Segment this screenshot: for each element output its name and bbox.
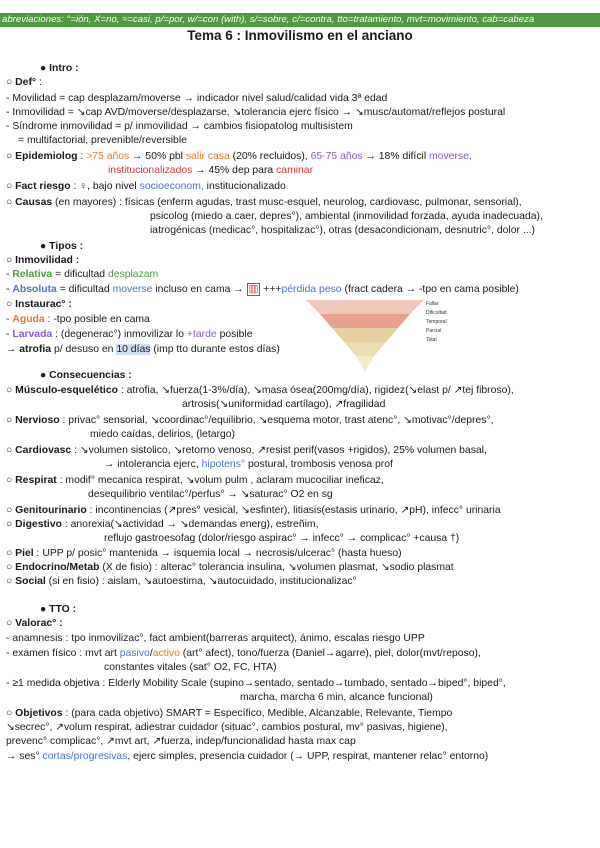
pyramid-labels: Fallar Dificultad Temporal Parcial Total: [426, 301, 447, 343]
respirat-line-1: ○ Respirat : modif° mecanica respirat, ↘volum pulm , aclaram mucociliar ineficaz,: [6, 475, 384, 486]
def-line-4: = multifactorial, prevenible/reversible: [18, 135, 187, 146]
page-title: Tema 6 : Inmovilismo en el anciano: [187, 28, 413, 43]
ems-line-1: - ≥1 medida objetiva : Elderly Mobility Scale (supino→sentado, sentado→tumbado, sentado→biped°, biped°,: [6, 678, 506, 689]
ems-line-2: marcha, marcha 6 min, alcance funcional): [240, 692, 433, 703]
objetivos-line-4: → ses° cortas/progresivas, ejerc simples, presencia cuidador (→ UPP, respirat, mantener relac° entorno): [6, 751, 489, 762]
pyramid-level-5: [356, 356, 374, 372]
pyramid-level-3: [332, 328, 398, 342]
consecuencias-heading: ● Consecuencias :: [40, 370, 132, 381]
objetivos-line-1: ○ Objetivos : (para cada objetivo) SMART = Específico, Medible, Alcanzable, Relevante, Tiempo: [6, 708, 453, 719]
def-line-2: - Inmovilidad = ↘cap AVD/moverse/desplazarse, ↘tolerancia ejerc físico → ↘musc/automat/reflejos postural: [6, 107, 506, 118]
causas-line-1: ○ Causas (en mayores) : físicas (enferm agudas, trast musc-esquel, neurolog, cardiovasc, pulmonar, sensorial),: [6, 197, 522, 208]
nervioso-line-2: miedo caídas, delirios, (letargo): [90, 429, 235, 440]
tipos-heading: ● Tipos :: [40, 241, 84, 252]
absoluta-line: - Absoluta = dificultad moverse incluso en cama → ▥ +++pérdida peso (fract cadera → -tpo en cama posible): [6, 284, 519, 295]
causas-line-3: iatrogénicas (medicac°, hospitalizac°), otras (desacondicionam, desnutric°, dolor ...): [150, 225, 535, 236]
abbreviations-bar: abreviaciones: °=ión, X=no, ≈=casi, p/=por, w/=con (with), s/=sobre, c/=contra, tto=tratamiento, mvt=movimiento, cab=cabeza: [0, 13, 600, 27]
fact-riesgo: ○ Fact riesgo : ♀, bajo nivel socioeconom, institucionalizado: [6, 181, 286, 192]
pyramid-level-2: [320, 314, 410, 328]
respirat-line-2: desequilibrio ventilac°/perfus° → ↘saturac° O2 en sg: [88, 489, 333, 500]
immobility-pyramid-diagram: [306, 300, 424, 372]
cardiovasc-line-1: ○ Cardiovasc : ↘volumen sistolico, ↘retorno venoso, ↗resist perif(vasos +rigidos), 25% volumen basal,: [6, 445, 487, 456]
epidemiolog-line-1: ○ Epidemiolog : >75 años → 50% pbl salir casa (20% recluidos), 65-75 años → 18% difícil moverse,: [6, 151, 472, 162]
musculo-line-2: artrosis(↘uniformidad cartílago), ↗fragilidad: [182, 399, 386, 410]
pyramid-level-1: [306, 300, 424, 314]
examen-line-1: - examen físico : mvt art pasivo/activo (art° afect), tono/fuerza (Daniel→agarre), piel, dolor(mvt/reposo),: [6, 648, 481, 659]
objetivos-line-2: ↘secrec°, ↗volum respirat, adiestrar cuidador (situac°, cambios postural, mv° pasivas, higiene),: [6, 722, 448, 733]
epidemiolog-line-2: institucionalizados → 45% dep para caminar: [108, 165, 314, 176]
endocrino-line: ○ Endocrino/Metab (X de fisio) : alterac° tolerancia insulina, ↘volumen plasmat, ↘sodio plasmat: [6, 562, 454, 573]
inmovilidad-item: ○ Inmovilidad :: [6, 255, 80, 266]
larvada-line: - Larvada : (degenerac°) inmovilizar lo +tarde posible: [6, 329, 253, 340]
def-line-1: - Movilidad = cap desplazam/moverse → indicador nivel salud/calidad vida 3ª edad: [6, 93, 388, 104]
social-line: ○ Social (si en fisio) : aislam, ↘autoestima, ↘autocuidado, institucionalizac°: [6, 576, 357, 587]
intro-heading: ● Intro :: [40, 63, 79, 74]
digestivo-line-2: reflujo gastroesofag (dolor/riesgo aspirac° → infecc° → complicac° +causa †): [104, 533, 460, 544]
examen-line-2: constantes vitales (sat° O2, FC, HTA): [104, 662, 277, 673]
valorac-item: ○ Valorac° :: [6, 618, 63, 629]
genitourinario-line: ○ Genitourinario : incontinencias (↗pres° vesical, ↘esfinter), litiasis(estasis urinario, ↗pH), infecc° urinaria: [6, 505, 501, 516]
def-item: ○ Def° :: [6, 77, 42, 88]
cardiovasc-line-2: → intolerancia ejerc, hipotens° postural, trombosis venosa prof: [104, 459, 393, 470]
piel-line: ○ Piel : UPP p/ posic° mantenida → isquemia local → necrosis/ulcerac° (hasta hueso): [6, 548, 402, 559]
aguda-line: - Aguda : -tpo posible en cama: [6, 314, 150, 325]
def-line-3: - Síndrome inmovilidad = p/ inmovilidad → cambios fisiopatolog multisistem: [6, 121, 353, 132]
musculo-line-1: ○ Músculo-esquelético : atrofia, ↘fuerza(1-3%/día), ↘masa ósea(200mg/día), rigidez(↘elast p/ ↗tej fibroso),: [6, 385, 514, 396]
tto-heading: ● TTO :: [40, 604, 77, 615]
objetivos-line-3: prevenc° complicac°, ↗mvt art, ↗fuerza, indep/funcionalidad hasta max cap: [6, 736, 356, 747]
digestivo-line-1: ○ Digestivo : anorexia(↘actividad → ↘demandas energ), estreñim,: [6, 519, 319, 530]
causas-line-2: psicolog (miedo a caer, depres°), ambiental (inmovilidad forzada, ayuda inadecuada),: [150, 211, 543, 222]
nervioso-line-1: ○ Nervioso : privac° sensorial, ↘coordinac°/equilibrio, ↘esquema motor, trast atenc°, ↘motivac°/depres°,: [6, 415, 494, 426]
atrofia-line: → atrofia p/ desuso en 10 días (imp tto durante estos días): [6, 344, 280, 355]
pyramid-level-4: [344, 342, 386, 356]
relativa-line: - Relativa = dificultad desplazam: [6, 269, 159, 280]
instaurac-item: ○ Instaurac° :: [6, 299, 72, 310]
anamnesis-line: - anamnesis : tpo inmovilizac°, fact ambient(barreras arquitect), ánimo, escalas riesgo UPP: [6, 633, 425, 644]
